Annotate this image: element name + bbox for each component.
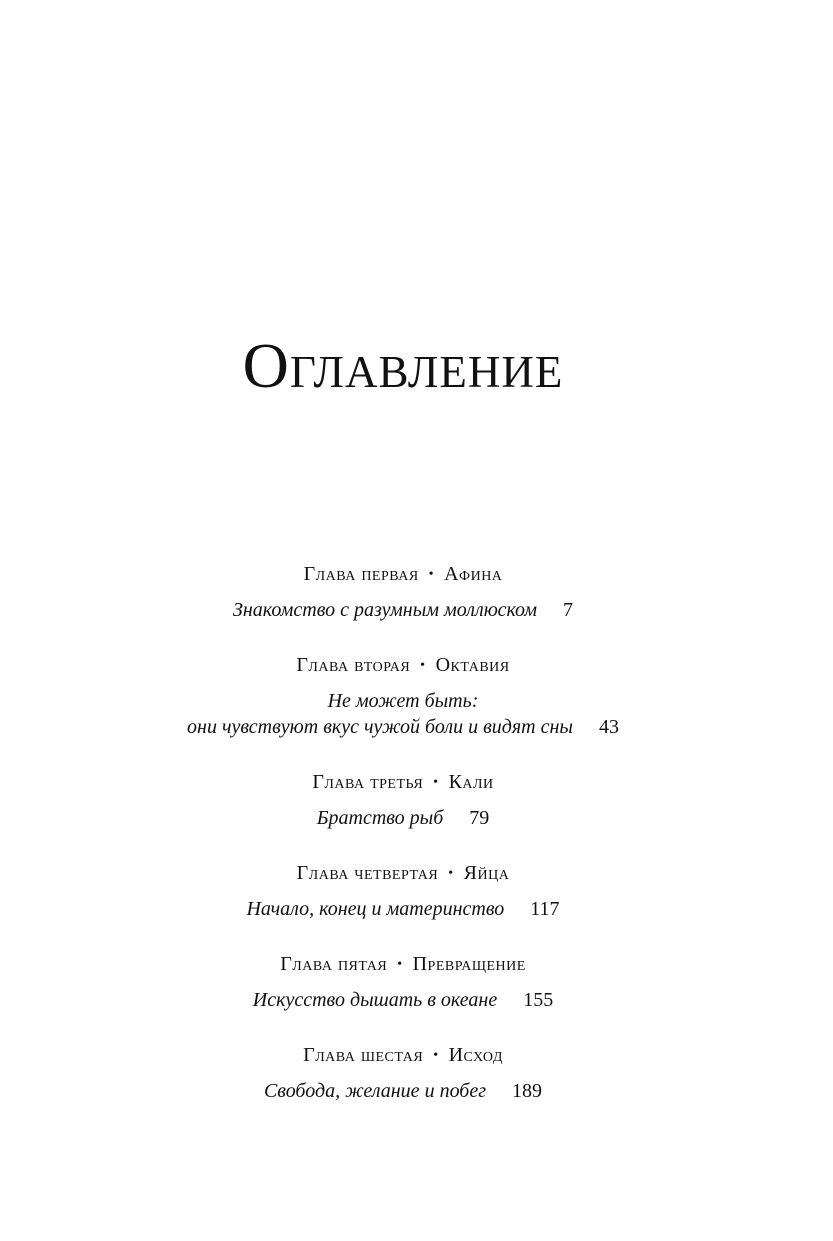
chapter-heading	[0, 859, 806, 890]
toc-entry-chapter-4[interactable]	[0, 859, 806, 922]
subtitle-line: Свобода, желание и побег	[263, 1080, 487, 1102]
chapter-label: Глава четвертая	[296, 862, 439, 884]
toc-entry-chapter-3[interactable]	[0, 768, 806, 831]
bullet-separator: •	[433, 1048, 439, 1063]
page-number: 79	[469, 807, 490, 829]
chapter-subtitle	[0, 597, 806, 623]
bullet-separator: •	[433, 775, 439, 790]
page-number: 189	[512, 1080, 543, 1102]
bullet-separator: •	[420, 658, 426, 673]
subtitle-line: Искусство дышать в океане	[252, 989, 498, 1011]
chapter-name: Афина	[444, 563, 503, 585]
toc-entry-chapter-2[interactable]	[0, 651, 806, 740]
chapter-subtitle	[0, 688, 806, 740]
chapter-name: Яйца	[463, 862, 510, 884]
chapter-heading	[0, 768, 806, 799]
table-of-contents	[0, 560, 806, 1132]
chapter-heading	[0, 560, 806, 591]
chapter-label: Глава пятая	[280, 953, 388, 975]
toc-entry-chapter-1[interactable]	[0, 560, 806, 623]
toc-entry-chapter-5[interactable]	[0, 950, 806, 1013]
page-title: Оглавление	[242, 330, 564, 401]
chapter-name: Превращение	[412, 953, 526, 975]
page-number: 155	[523, 989, 554, 1011]
chapter-heading	[0, 950, 806, 981]
chapter-name: Исход	[448, 1044, 503, 1066]
subtitle-line: они чувствуют вкус чужой боли и видят сны	[187, 716, 573, 738]
subtitle-line: Знакомство с разумным моллюском	[232, 599, 538, 621]
chapter-label: Глава первая	[303, 563, 419, 585]
page-number: 43	[598, 716, 619, 738]
toc-entry-chapter-6[interactable]	[0, 1041, 806, 1104]
chapter-label: Глава вторая	[296, 654, 411, 676]
page-number: 7	[563, 599, 574, 621]
page-number: 117	[530, 898, 560, 920]
bullet-separator: •	[448, 866, 454, 881]
chapter-heading	[0, 651, 806, 682]
bullet-separator: •	[397, 957, 403, 972]
chapter-heading	[0, 1041, 806, 1072]
chapter-name: Октавия	[435, 654, 510, 676]
bullet-separator: •	[428, 567, 435, 582]
subtitle-line: Не может быть:	[327, 690, 479, 712]
chapter-label: Глава третья	[312, 771, 424, 793]
chapter-subtitle	[0, 987, 806, 1013]
chapter-name: Кали	[448, 771, 494, 793]
chapter-subtitle	[0, 896, 806, 922]
chapter-label: Глава шестая	[303, 1044, 424, 1066]
chapter-subtitle	[0, 1078, 806, 1104]
subtitle-line: Начало, конец и материнство	[246, 898, 505, 920]
chapter-subtitle	[0, 805, 806, 831]
subtitle-line: Братство рыб	[316, 807, 444, 829]
